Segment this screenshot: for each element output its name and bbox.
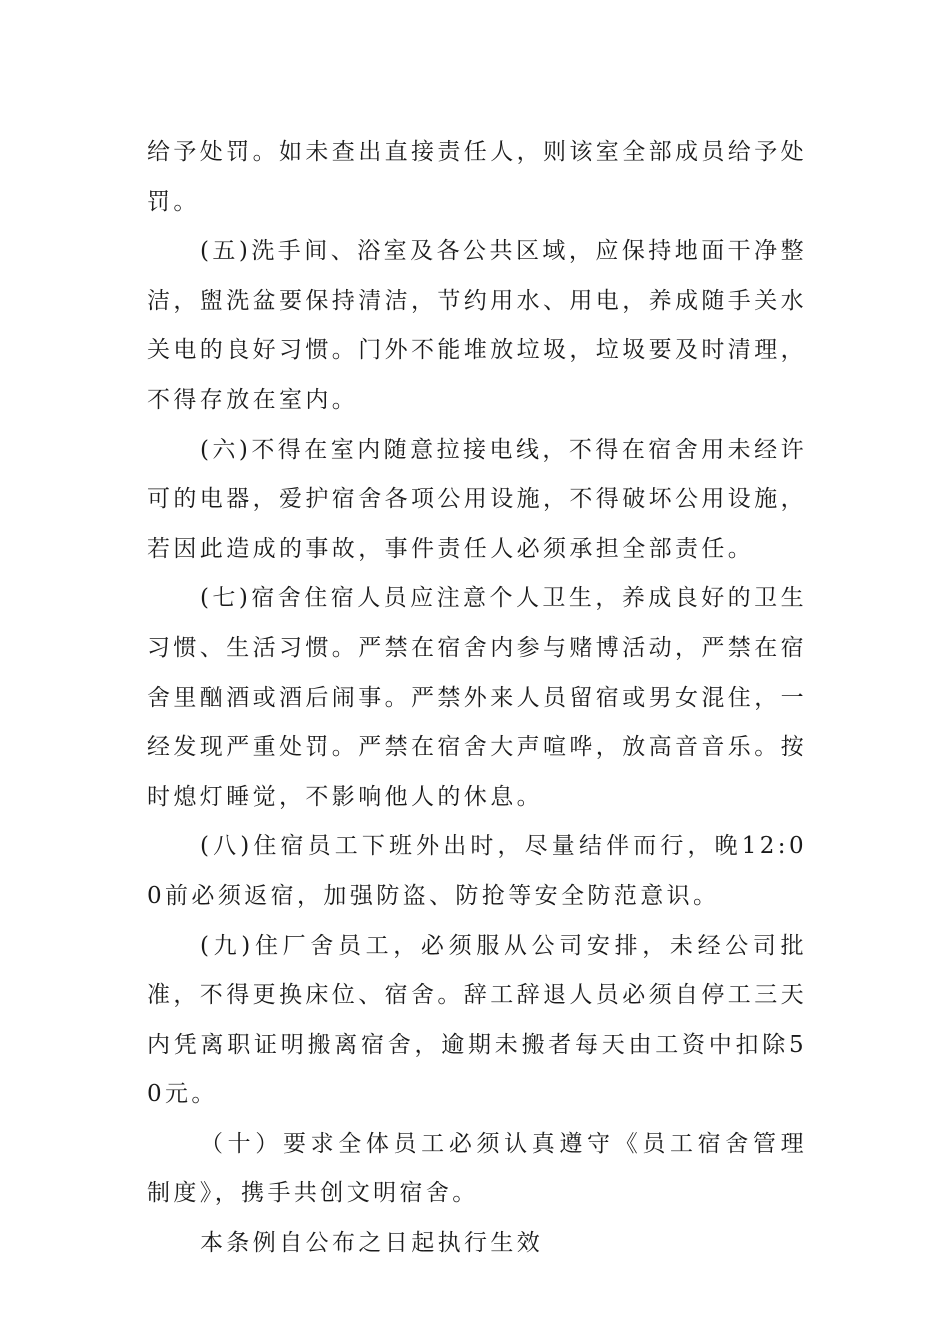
paragraph-continuation: 给予处罚。如未查出直接责任人，则该室全部成员给予处罚。 [147, 139, 807, 215]
paragraph-item-7: (七)宿舍住宿人员应注意个人卫生，养成良好的卫生习惯、生活习惯。严禁在宿舍内参与赌博活动，严禁在宿舍里酗酒或酒后闹事。严禁外来人员留宿或男女混住，一经发现严重处罚。严禁在宿舍大声喧哗，放高音音乐。按时熄灯睡觉，不影响他人的休息。 [147, 585, 807, 810]
paragraph-effective-statement: 本条例自公布之日起执行生效 [200, 1230, 544, 1257]
paragraph-item-10: （十）要求全体员工必须认真遵守《员工宿舍管理制度》，携手共创文明宿舍。 [147, 1130, 807, 1207]
paragraph-item-9: (九)住厂舍员工，必须服从公司安排，未经公司批准，不得更换床位、宿舍。辞工辞退人员必须自停工三天内凭离职证明搬离宿舍，逾期未搬者每天由工资中扣除50元。 [147, 932, 807, 1108]
paragraph-item-6: (六)不得在室内随意拉接电线，不得在宿舍用未经许可的电器，爱护宿舍各项公用设施，不得破坏公用设施，若因此造成的事故，事件责任人必须承担全部责任。 [147, 436, 807, 562]
paragraph-item-5: (五)洗手间、浴室及各公共区域，应保持地面干净整洁，盥洗盆要保持清洁，节约用水、用电，养成随手关水关电的良好习惯。门外不能堆放垃圾，垃圾要及时清理，不得存放在室内。 [147, 238, 807, 413]
paragraph-item-8: (八)住宿员工下班外出时，尽量结伴而行，晚12:00前必须返宿，加强防盗、防抢等安全防范意识。 [147, 833, 807, 909]
document-body [147, 128, 807, 1269]
